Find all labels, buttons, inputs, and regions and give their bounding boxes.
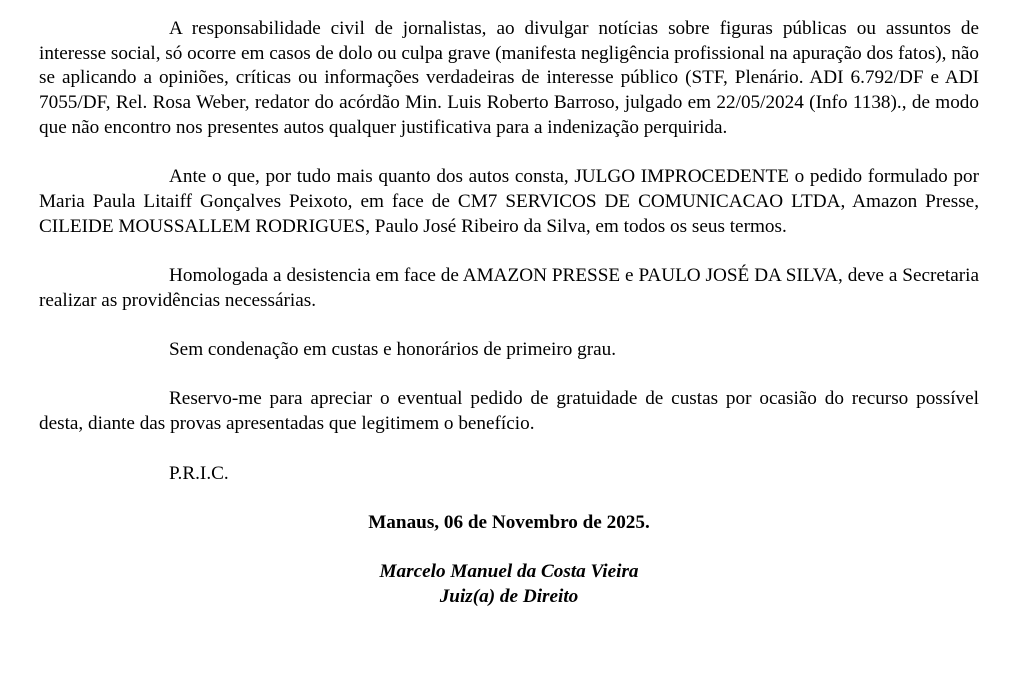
paragraph-julgo-improcedente: Ante o que, por tudo mais quanto dos autos consta, JULGO IMPROCEDENTE o pedido formulado por Maria Paula Litaiff Gonçalves Peixoto, em face de CM7 SERVICOS DE COMUNICACAO LTDA, Amazon Presse, CILEIDE MOUSSALLEM RODRIGUES, Paulo José Ribeiro da Silva, em todos os seus termos. xyxy=(39,166,979,237)
signature-title: Juiz(a) de Direito xyxy=(439,586,579,608)
signature-name: Marcelo Manuel da Costa Vieira xyxy=(379,561,639,583)
paragraph-pric: P.R.I.C. xyxy=(169,462,229,484)
paragraph-homologada-desistencia: Homologada a desistencia em face de AMAZON PRESSE e PAULO JOSÉ DA SILVA, deve a Secretaria realizar as providências necessárias. xyxy=(39,265,979,311)
date-line: Manaus, 06 de Novembro de 2025. xyxy=(368,511,650,533)
paragraph-sem-condenacao: Sem condenação em custas e honorários de primeiro grau. xyxy=(169,339,617,361)
paragraph-responsabilidade-civil: A responsabilidade civil de jornalistas, ao divulgar notícias sobre figuras públicas ou assuntos de interesse social, só ocorre em casos de dolo ou culpa grave (manifesta negligência profissional na apuração dos fatos), não se aplicando a opiniões, críticas ou informações verdadeiras de interesse público (STF, Plenário. ADI 6.792/DF e ADI 7055/DF, Rel. Rosa Weber, redator do acórdão Min. Luis Roberto Barroso, julgado em 22/05/2024 (Info 1138)., de modo que não encontro nos presentes autos qualquer justificativa para a indenização perquirida. xyxy=(39,18,979,138)
signature-block xyxy=(39,560,979,609)
paragraph-reservo-me: Reservo-me para apreciar o eventual pedido de gratuidade de custas por ocasião do recurso possível desta, diante das provas apresentadas que legitimem o benefício. xyxy=(39,388,979,435)
